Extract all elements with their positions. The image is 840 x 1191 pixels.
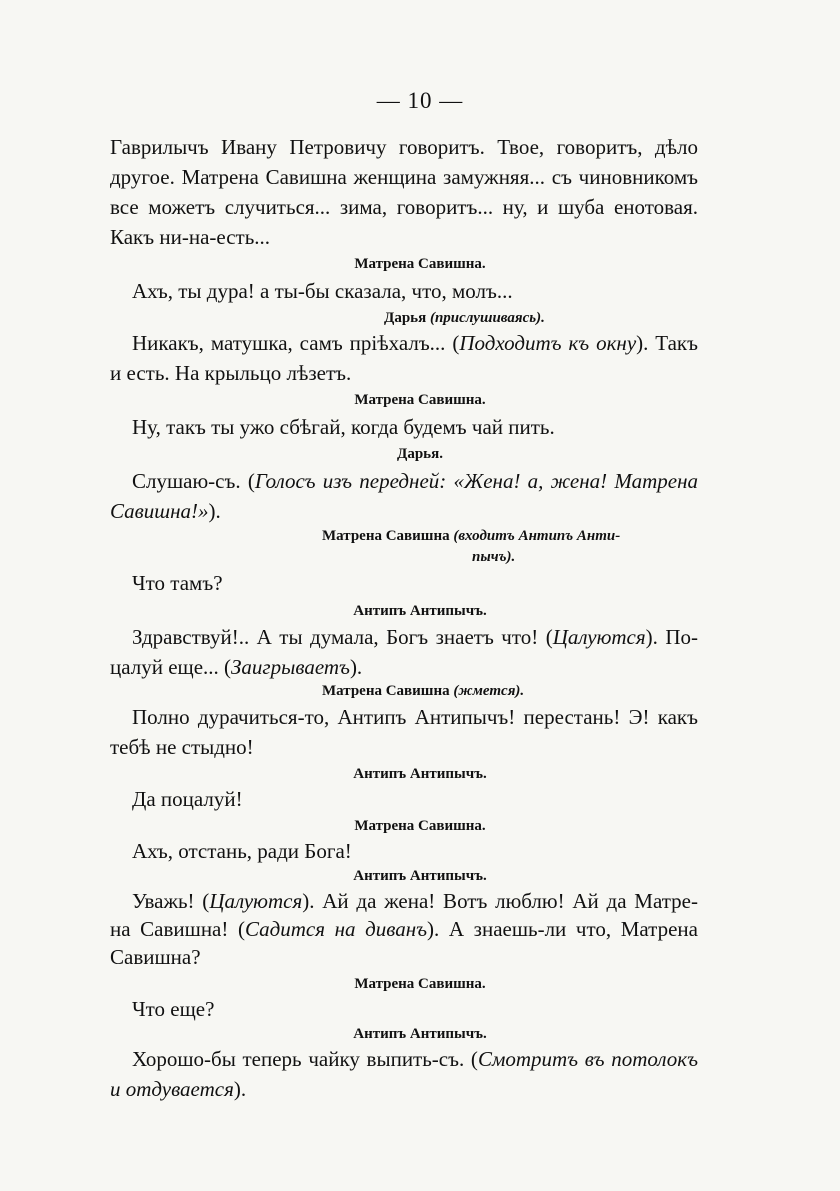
text-line	[110, 1076, 246, 1102]
text-fragment: Хорошо-бы теперь чайку выпить-съ. (	[132, 1047, 478, 1071]
text-line	[110, 916, 698, 942]
text-fragment: ). Ай да жена! Вотъ люблю! Ай да Матре-	[302, 889, 698, 913]
text-line: Полно дурачиться-то, Антипъ Антипычъ! перестань! Э! какъ	[132, 705, 698, 729]
speaker-heading	[322, 681, 524, 701]
stage-direction: Заигрываетъ	[231, 655, 350, 679]
text-fragment: ).	[208, 499, 221, 523]
text-fragment: Уважь! (	[132, 889, 210, 913]
stage-direction: Цалуются	[209, 889, 303, 913]
page-number: — 10 —	[376, 88, 464, 113]
text-line: Гаврилычъ Ивану Петровичу говоритъ. Твое, говоритъ, дѣло	[110, 135, 698, 159]
text-line: и есть. На крыльцо лѣзетъ.	[110, 361, 352, 385]
stage-direction	[472, 547, 515, 567]
text-line: Какъ ни-на-есть...	[110, 225, 271, 249]
stage-direction-text: пычъ).	[472, 549, 516, 565]
text-line	[132, 468, 698, 494]
speaker-heading: Антипъ Антипычъ.	[353, 603, 487, 619]
stage-direction: Смотритъ въ потолокъ	[477, 1047, 698, 1071]
text-fragment: ). По-	[645, 625, 698, 649]
text-fragment: Слушаю-съ. (	[132, 469, 255, 493]
text-fragment: Никакъ, матушка, самъ пріѣхалъ... (	[132, 331, 460, 355]
stage-direction: и отдувается	[110, 1077, 234, 1101]
text-line	[110, 654, 362, 680]
speaker-name: Матрена Савишна	[322, 528, 450, 544]
text-line: Что еще?	[132, 997, 215, 1021]
text-line: Да поцалуй!	[132, 787, 243, 811]
stage-direction: Савишна!»	[110, 499, 209, 523]
text-line	[132, 624, 698, 650]
text-fragment: цалуй еще... (	[110, 655, 232, 679]
stage-direction: Цалуются	[552, 625, 646, 649]
text-line: Савишна?	[110, 945, 201, 969]
text-fragment: Здравствуй!.. А ты думала, Богъ знаетъ что! (	[132, 625, 553, 649]
stage-direction: (прислушиваясь).	[429, 310, 545, 326]
speaker-name: Дарья	[384, 310, 427, 326]
text-fragment: ).	[233, 1077, 247, 1101]
text-line	[132, 888, 698, 914]
stage-direction: Голосъ изъ передней: «Жена! а, жена! Матрена	[254, 469, 698, 493]
stage-direction: (входитъ Антипъ Анти-	[453, 528, 621, 544]
text-line	[132, 1046, 698, 1072]
speaker-heading	[384, 308, 545, 328]
speaker-heading: Антипъ Антипычъ.	[353, 868, 487, 884]
text-line: тебѣ не стыдно!	[110, 735, 254, 759]
speaker-heading	[322, 526, 620, 546]
speaker-heading: Матрена Савишна.	[354, 392, 486, 408]
stage-direction: (жмется).	[453, 683, 525, 699]
speaker-heading: Матрена Савишна.	[354, 818, 486, 834]
stage-direction: Подходитъ къ окну	[459, 331, 637, 355]
text-fragment: на Савишна! (	[110, 917, 245, 941]
text-fragment: ). А знаешь-ли что, Матрена	[427, 917, 698, 941]
speaker-name: Матрена Савишна	[322, 683, 450, 699]
text-line	[132, 330, 698, 356]
speaker-heading: Антипъ Антипычъ.	[353, 1026, 487, 1042]
text-line: Что тамъ?	[132, 571, 223, 595]
stage-direction: Садится на диванъ	[244, 917, 428, 941]
text-line: другое. Матрена Савишна женщина замужняя... съ чиновникомъ	[110, 165, 698, 189]
text-fragment: ). Такъ	[636, 331, 698, 355]
text-line: все можетъ случиться... зима, говоритъ... ну, и шуба енотовая.	[110, 195, 698, 219]
text-line	[110, 498, 221, 524]
speaker-heading: Антипъ Антипычъ.	[353, 766, 487, 782]
text-fragment: ).	[349, 655, 363, 679]
text-line: Ахъ, ты дура! а ты-бы сказала, что, молъ...	[132, 279, 513, 303]
speaker-heading: Матрена Савишна.	[354, 976, 486, 992]
speaker-heading: Дарья.	[397, 446, 443, 462]
speaker-heading: Матрена Савишна.	[354, 256, 486, 272]
text-line: Ахъ, отстань, ради Бога!	[132, 839, 352, 863]
text-line: Ну, такъ ты ужо сбѣгай, когда будемъ чай пить.	[132, 415, 555, 439]
